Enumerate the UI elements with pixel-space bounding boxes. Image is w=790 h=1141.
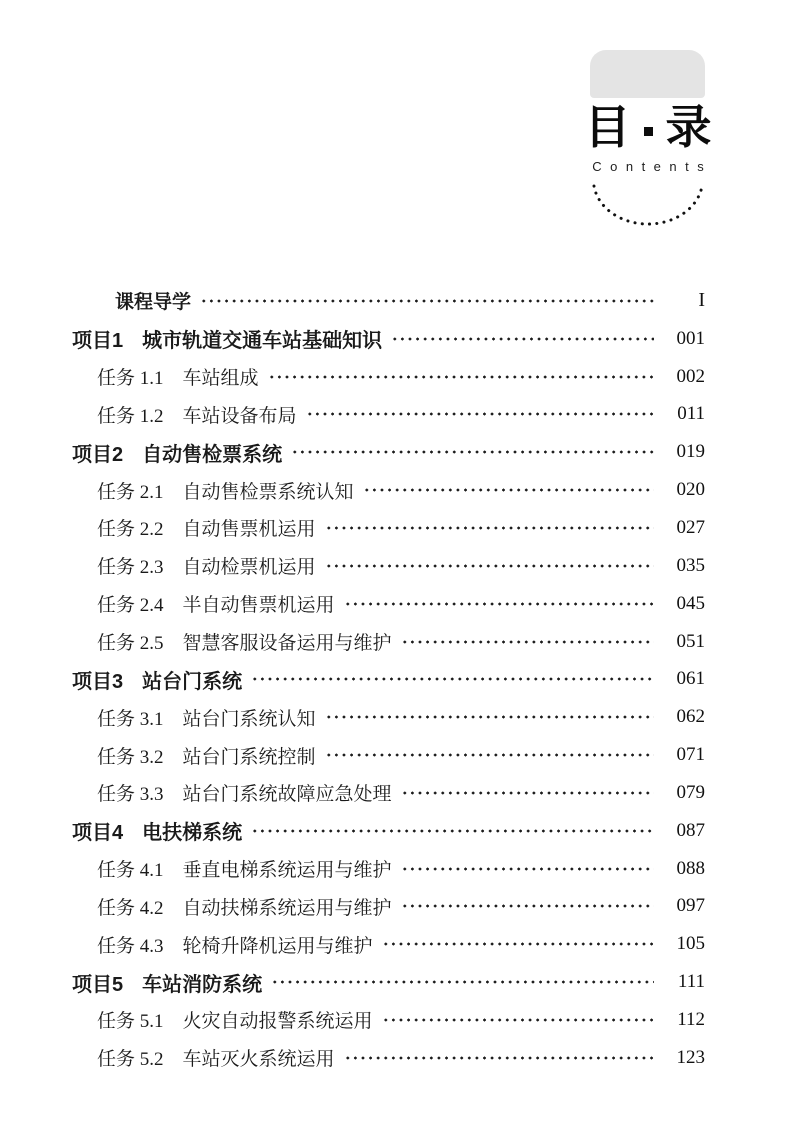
toc-row[interactable] (72, 925, 705, 963)
toc-entry-title: 站台门系统控制 (182, 746, 316, 768)
toc-entry-page: 061 (676, 668, 705, 690)
toc-entry-page: 001 (676, 327, 705, 349)
toc-entry-page: I (698, 289, 705, 312)
square-dot-icon (644, 127, 653, 136)
toc-entry-label: 项目2 (72, 443, 124, 466)
toc-entry-page: 123 (676, 1046, 705, 1068)
toc-row[interactable] (72, 774, 705, 812)
toc-entry-page: 011 (677, 403, 705, 425)
toc-entry-label: 任务 4.1 (97, 860, 164, 882)
toc-entry-title: 自动售检票系统 (142, 443, 283, 466)
title-char-right: 录 (665, 102, 712, 153)
toc-row[interactable] (72, 282, 705, 320)
toc-row[interactable] (72, 812, 705, 850)
dotted-leader (382, 1011, 654, 1029)
toc-entry-label: 任务 2.1 (97, 481, 164, 503)
dotted-leader (401, 860, 654, 878)
toc-entry-title: 电扶梯系统 (142, 822, 243, 845)
toc-entry-title: 车站灭火系统运用 (182, 1049, 335, 1071)
toc-row[interactable] (72, 623, 705, 661)
page-title (548, 100, 748, 156)
toc-entry-label: 任务 3.2 (97, 746, 164, 768)
toc-row[interactable] (72, 358, 705, 396)
toc-entry-label: 项目5 (72, 973, 124, 996)
dotted-leader (200, 292, 654, 310)
toc-entry-page: 071 (676, 744, 705, 766)
toc-entry-title: 城市轨道交通车站基础知识 (142, 330, 383, 353)
dotted-leader (306, 405, 654, 423)
dotted-leader (382, 935, 654, 953)
dotted-leader (401, 633, 654, 651)
toc-entry-label: 项目1 (72, 330, 124, 353)
dotted-leader (391, 330, 654, 348)
toc-entry-title: 自动售票机运用 (182, 519, 316, 541)
header-tab-shape (590, 50, 705, 98)
toc-entry-label: 任务 2.2 (97, 519, 164, 541)
toc-row[interactable] (72, 471, 705, 509)
toc-entry-title: 站台门系统认知 (182, 708, 316, 730)
toc-row[interactable] (72, 698, 705, 736)
toc-entry-label: 任务 1.1 (97, 368, 164, 390)
toc-entry-page: 051 (676, 630, 705, 652)
toc-entry-title: 车站设备布局 (182, 405, 297, 427)
dotted-leader (251, 670, 654, 688)
dotted-leader (401, 897, 654, 915)
toc-row[interactable] (72, 1001, 705, 1039)
toc-entry-page: 002 (676, 365, 705, 387)
dotted-arc-decoration (585, 180, 711, 240)
toc-list (72, 282, 705, 1077)
dotted-leader (291, 443, 654, 461)
title-char-left: 目 (584, 102, 631, 153)
toc-entry-label: 项目3 (72, 670, 124, 693)
toc-entry-page: 097 (676, 895, 705, 917)
toc-row[interactable] (72, 320, 705, 358)
toc-row[interactable] (72, 888, 705, 926)
toc-entry-title: 课程导学 (115, 292, 192, 314)
toc-entry-title: 智慧客服设备运用与维护 (182, 633, 392, 655)
toc-entry-label: 任务 1.2 (97, 405, 164, 427)
toc-row[interactable] (72, 850, 705, 888)
toc-row[interactable] (72, 433, 705, 471)
toc-entry-label: 任务 3.1 (97, 708, 164, 730)
toc-entry-page: 087 (676, 819, 705, 841)
toc-entry-label: 任务 5.2 (97, 1049, 164, 1071)
toc-entry-label: 任务 4.2 (97, 897, 164, 919)
dotted-leader (363, 481, 654, 499)
toc-entry-label: 任务 2.4 (97, 595, 164, 617)
dotted-leader (251, 822, 654, 840)
toc-entry-title: 自动扶梯系统运用与维护 (182, 897, 392, 919)
toc-entry-page: 019 (676, 441, 705, 463)
dotted-leader (344, 595, 654, 613)
toc-entry-page: 062 (676, 706, 705, 728)
toc-entry-page: 112 (677, 1008, 705, 1030)
toc-row[interactable] (72, 660, 705, 698)
toc-row[interactable] (72, 547, 705, 585)
toc-entry-label: 任务 3.3 (97, 784, 164, 806)
toc-entry-title: 站台门系统 (142, 670, 243, 693)
toc-row[interactable] (72, 963, 705, 1001)
toc-entry-label: 项目4 (72, 822, 124, 845)
toc-entry-page: 027 (676, 516, 705, 538)
dotted-leader (325, 708, 654, 726)
toc-entry-label: 任务 2.3 (97, 557, 164, 579)
toc-entry-label: 任务 5.1 (97, 1011, 164, 1033)
toc-entry-title: 自动检票机运用 (182, 557, 316, 579)
dotted-leader (344, 1049, 654, 1067)
toc-entry-page: 105 (676, 933, 705, 955)
toc-entry-title: 车站消防系统 (142, 973, 263, 996)
toc-row[interactable] (72, 585, 705, 623)
toc-entry-label: 任务 2.5 (97, 633, 164, 655)
toc-entry-title: 自动售检票系统认知 (182, 481, 354, 503)
toc-entry-title: 站台门系统故障应急处理 (182, 784, 392, 806)
dotted-leader (271, 973, 654, 991)
dotted-leader (401, 784, 654, 802)
toc-entry-page: 020 (676, 479, 705, 501)
dotted-leader (325, 557, 654, 575)
toc-entry-page: 111 (677, 971, 705, 993)
toc-entry-title: 车站组成 (182, 368, 259, 390)
dotted-leader (268, 368, 654, 386)
toc-entry-title: 轮椅升降机运用与维护 (182, 935, 373, 957)
toc-entry-page: 045 (676, 592, 705, 614)
dotted-leader (325, 746, 654, 764)
toc-entry-title: 垂直电梯系统运用与维护 (182, 860, 392, 882)
toc-row[interactable] (72, 396, 705, 434)
toc-entry-page: 035 (676, 554, 705, 576)
toc-entry-page: 088 (676, 857, 705, 879)
toc-row[interactable] (72, 1039, 705, 1077)
toc-row[interactable] (72, 509, 705, 547)
toc-entry-title: 半自动售票机运用 (182, 595, 335, 617)
toc-entry-label: 任务 4.3 (97, 935, 164, 957)
toc-entry-page: 079 (676, 781, 705, 803)
dotted-leader (325, 519, 654, 537)
page-subtitle: Contents (592, 159, 713, 174)
toc-row[interactable] (72, 736, 705, 774)
toc-entry-title: 火灾自动报警系统运用 (182, 1011, 373, 1033)
